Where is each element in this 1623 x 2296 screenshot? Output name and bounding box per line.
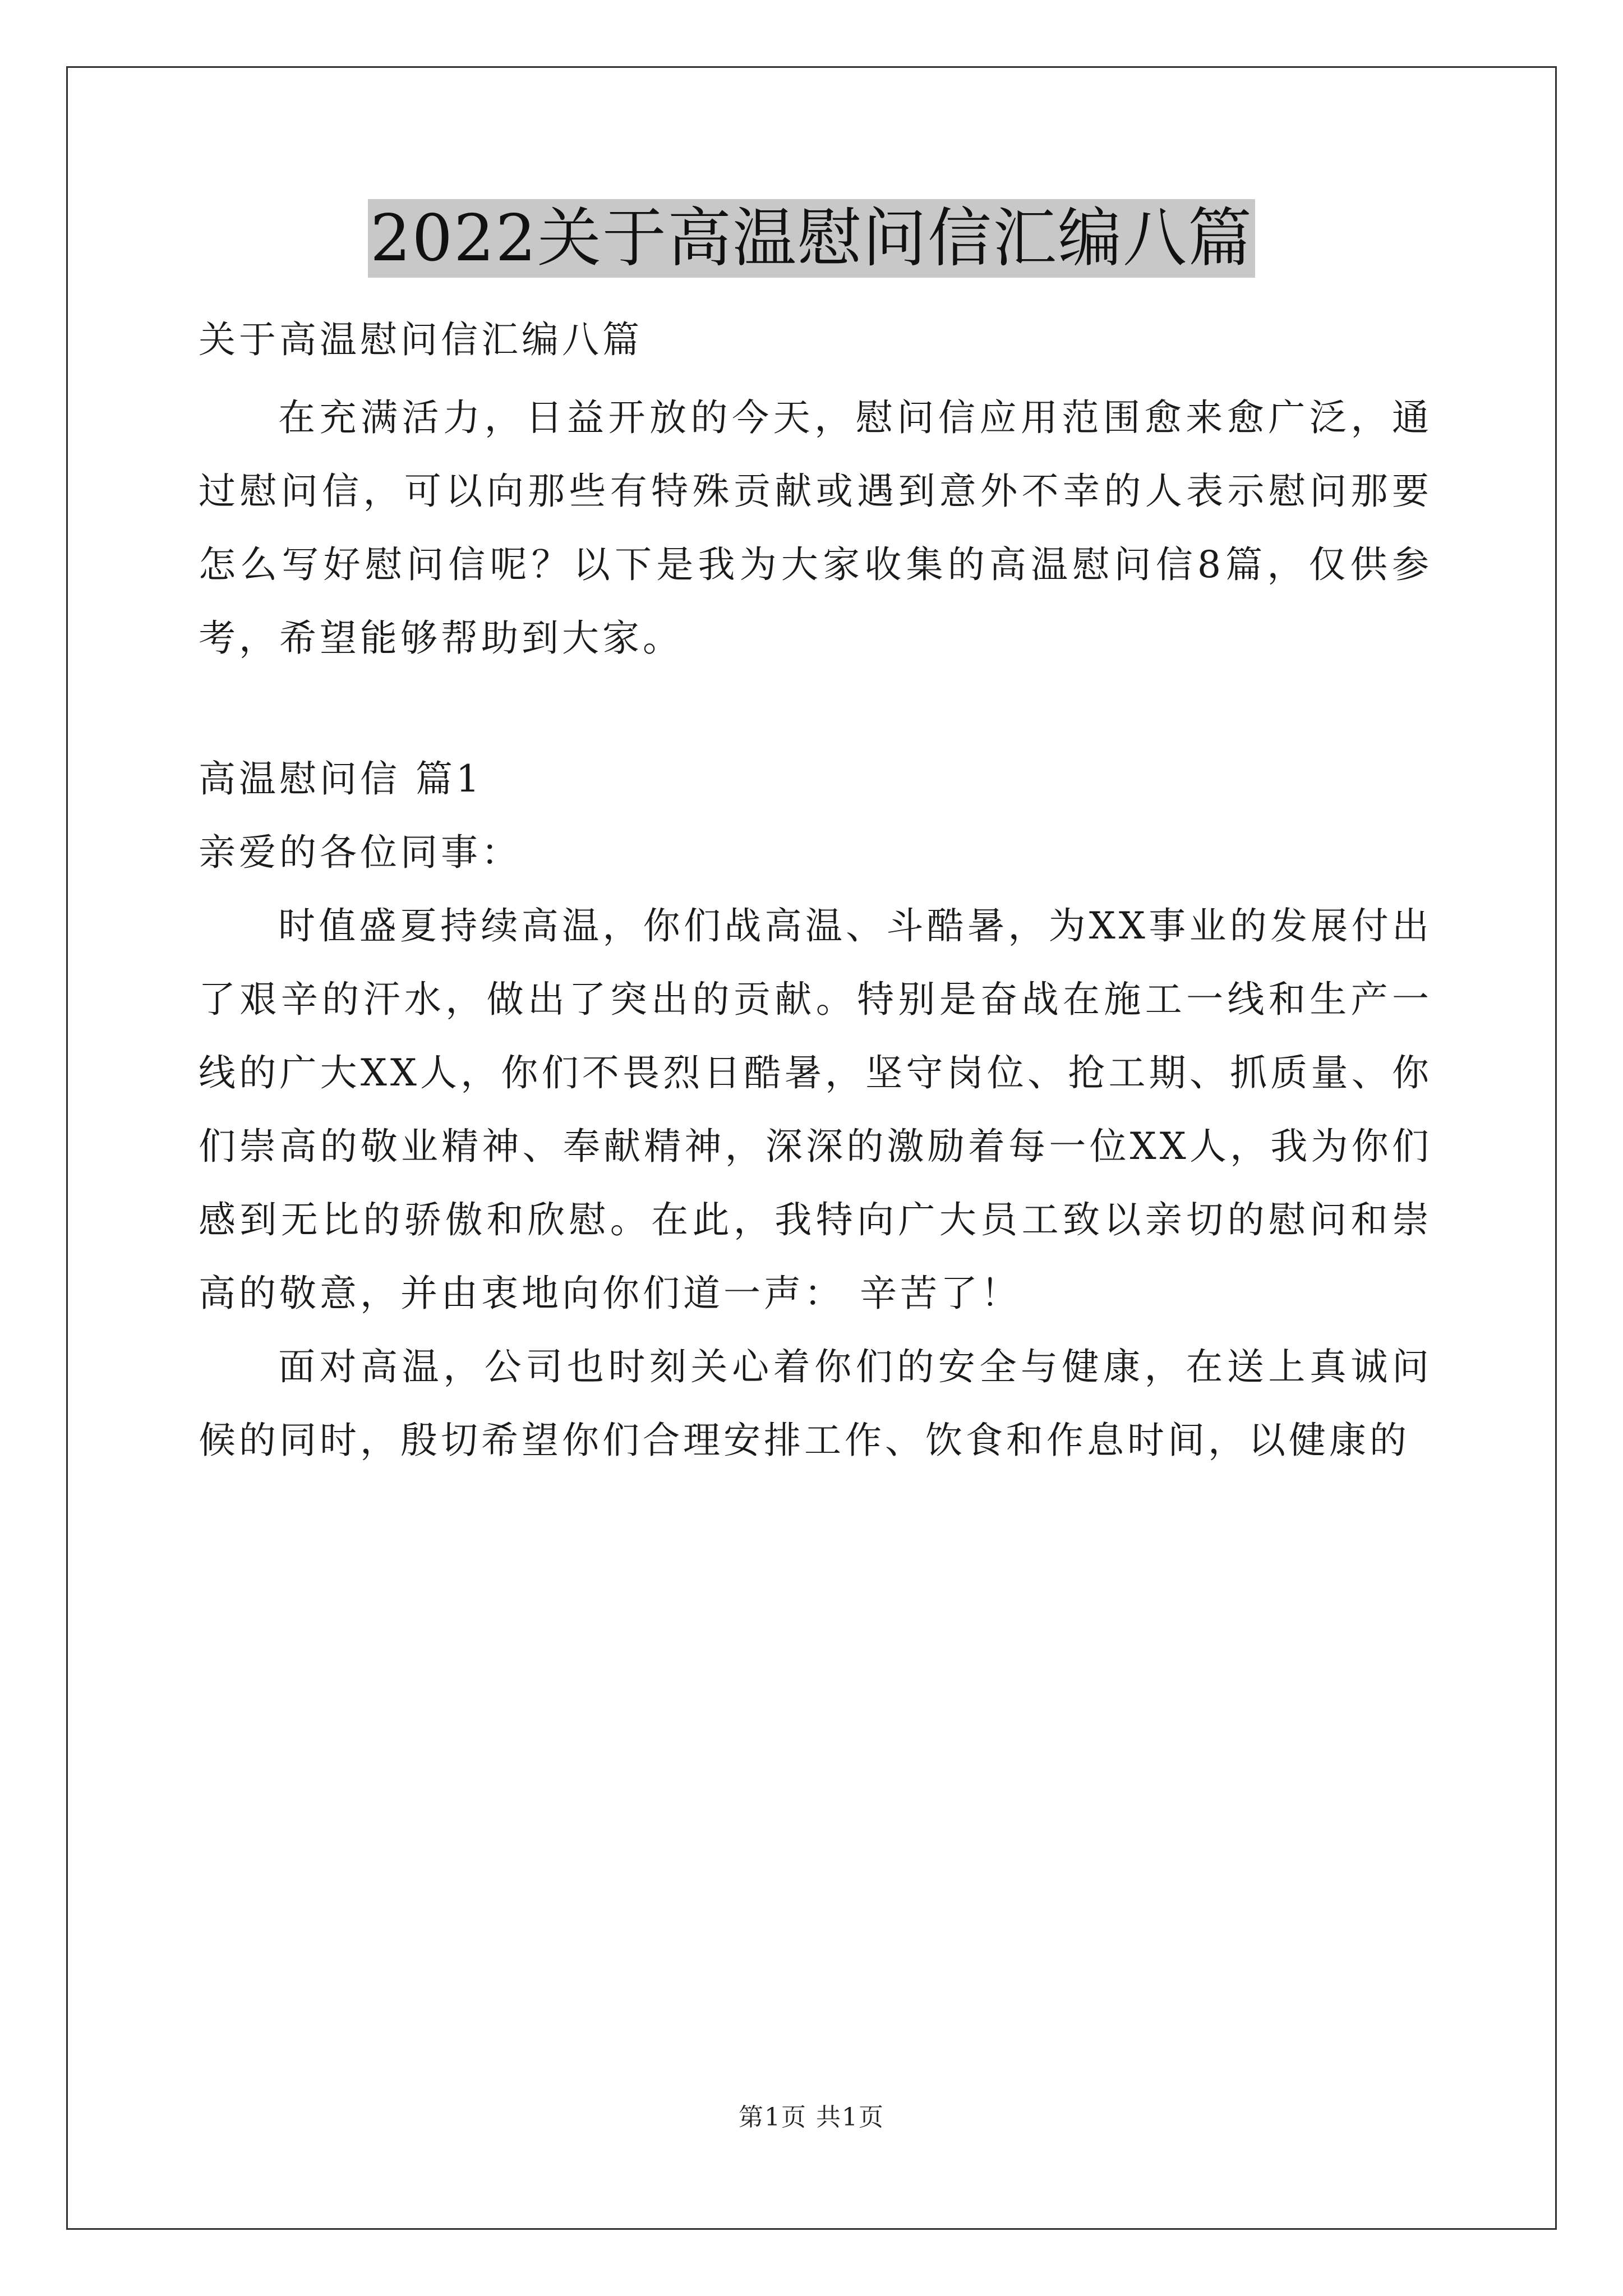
document-subtitle: 关于高温慰问信汇编八篇 bbox=[199, 318, 643, 361]
spacer bbox=[199, 675, 1432, 742]
title-container bbox=[0, 199, 1623, 278]
document-body bbox=[199, 303, 1432, 1477]
body-paragraph: 面对高温，公司也时刻关心着你们的安全与健康，在送上真诚问候的同时，殷切希望你们合理安排工作、饮食和作息时间，以健康的 bbox=[199, 1345, 1432, 1462]
spacer bbox=[199, 376, 1432, 381]
section-heading: 高温慰问信 篇1 bbox=[199, 757, 483, 800]
page-footer: 第1页 共1页 bbox=[739, 2103, 884, 2132]
intro-paragraph: 在充满活力，日益开放的今天，慰问信应用范围愈来愈广泛，通过慰问信，可以向那些有特殊贡献或遇到意外不幸的人表示慰问那要怎么写好慰问信呢？以下是我为大家收集的高温慰问信8篇，仅供参考，希望能够帮助到大家。 bbox=[199, 396, 1432, 660]
body-paragraph: 时值盛夏持续高温，你们战高温、斗酷暑，为XX事业的发展付出了艰辛的汗水，做出了突出的贡献。特别是奋战在施工一线和生产一线的广大XX人，你们不畏烈日酷暑，坚守岗位、抢工期、抓质量、你们崇高的敬业精神、奉献精神，深深的激励着每一位XX人，我为你们感到无比的骄傲和欣慰。在此，我特向广大员工致以亲切的慰问和崇高的敬意，并由衷地向你们道一声： 辛苦了！ bbox=[199, 904, 1432, 1315]
document-title: 2022关于高温慰问信汇编八篇 bbox=[368, 199, 1255, 278]
salutation: 亲爱的各位同事： bbox=[199, 831, 522, 874]
